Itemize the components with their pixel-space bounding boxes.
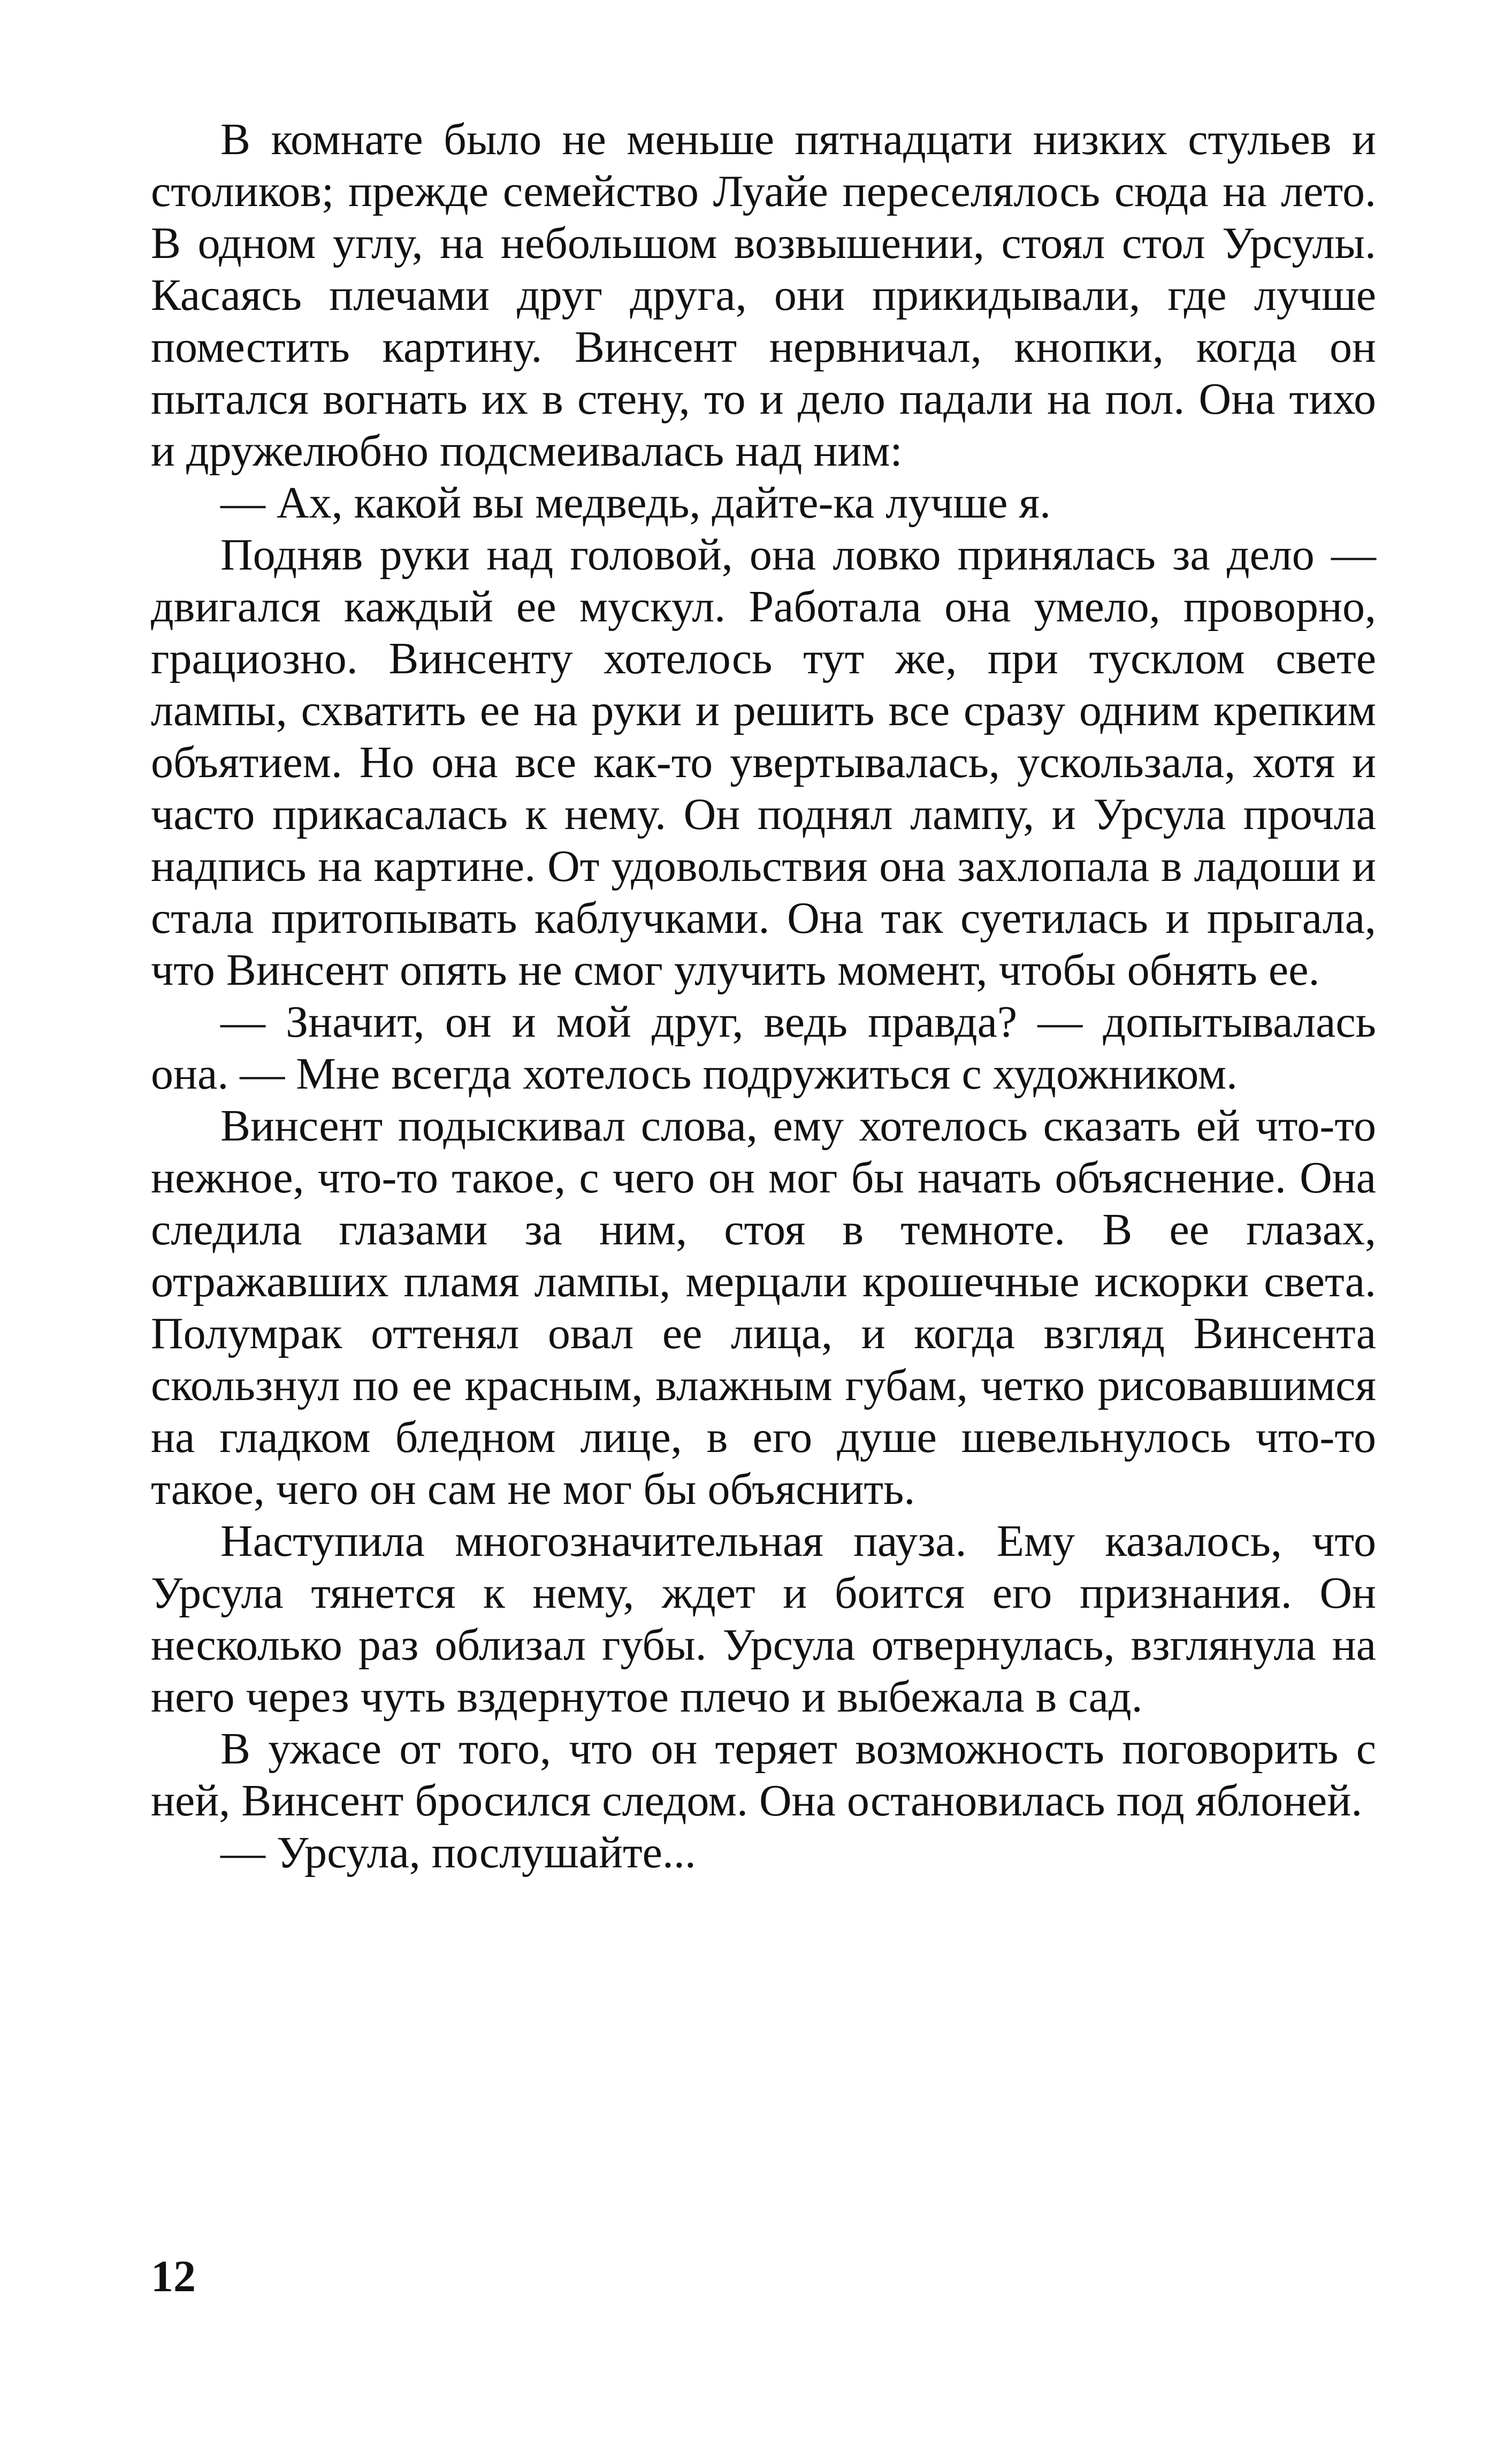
paragraph-6: Наступила многозначительная пауза. Ему казалось, что Урсула тянется к нему, ждет и боится его признания. Он несколько раз облизал губы. Урсула отвернулась, взглянула на него через чуть вздернутое плечо и выбежала в сад. [151, 1516, 1376, 1722]
paragraph-8: — Урсула, послушайте... [220, 1828, 696, 1877]
paragraph-2: — Ах, какой вы медведь, дайте-ка лучше я. [220, 478, 1051, 528]
paragraph-1: В комнате было не меньше пятнадцати низких стульев и столиков; прежде семейство Луайе переселялось сюда на лето. В одном углу, на небольшом возвышении, стоял стол Урсулы. Касаясь плечами друг друга, они прикидывали, где лучше поместить картину. Винсент нервничал, кнопки, когда он пытался вогнать их в стену, то и дело падали на пол. Она тихо и дружелюбно подсмеивалась над ним: [151, 115, 1376, 476]
page-number: 12 [151, 2252, 196, 2301]
paragraph-3: Подняв руки над головой, она ловко принялась за дело — двигался каждый ее мускул. Работала она умело, проворно, грациозно. Винсенту хотелось тут же, при тусклом свете лампы, схватить ее на руки и решить все сразу одним крепким объятием. Но она все как-то увертывалась, ускользала, хотя и часто прикасалась к нему. Он поднял лампу, и Урсула прочла надпись на картине. От удовольствия она захлопала в ладоши и стала притопывать каблучками. Она так суетилась и прыгала, что Винсент опять не смог улучить момент, чтобы обнять ее. [151, 530, 1376, 995]
paragraph-5: Винсент подыскивал слова, ему хотелось сказать ей что-то нежное, что-то такое, с чего он мог бы начать объяснение. Она следила глазами за ним, стоя в темноте. В ее глазах, отражавших пламя лампы, мерцали крошечные искорки света. Полумрак оттенял овал ее лица, и когда взгляд Винсента скользнул по ее красным, влажным губам, четко рисовавшимся на гладком бледном лице, в его душе шевельнулось что-то такое, чего он сам не мог бы объяснить. [151, 1101, 1376, 1514]
page-body [151, 113, 1376, 1879]
paragraph-7: В ужасе от того, что он теряет возможность поговорить с ней, Винсент бросился следом. Она остановилась под яблоней. [151, 1724, 1376, 1826]
paragraph-4: — Значит, он и мой друг, ведь правда? — допытывалась она. — Мне всегда хотелось подружиться с художником. [151, 997, 1376, 1099]
